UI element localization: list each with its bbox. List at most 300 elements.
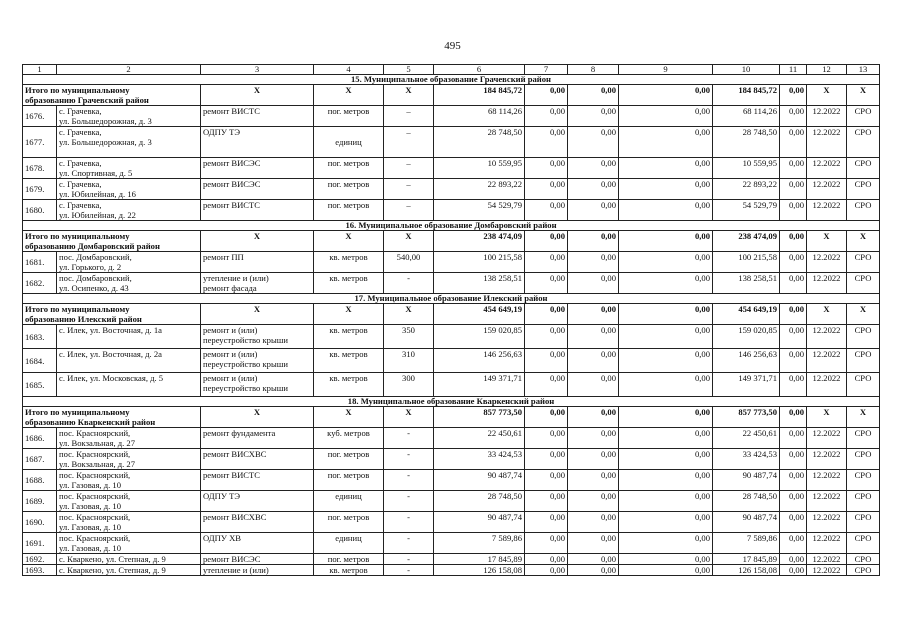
amount-cell: 0,00 <box>619 179 713 200</box>
address-line: ул. Большедорожная, д. 3 <box>59 116 152 126</box>
amount-cell: 0,00 <box>780 127 807 158</box>
amount-cell: 0,00 <box>780 449 807 470</box>
quantity-cell: 310 <box>384 349 434 373</box>
row-number: 1684. <box>23 349 57 373</box>
cost-cell: 10 559,95 <box>434 158 525 179</box>
cost-cell: 22 450,61 <box>434 428 525 449</box>
funding-cell: СРО <box>847 373 880 397</box>
section-header-row <box>23 75 880 85</box>
amount-cell: 0,00 <box>619 512 713 533</box>
total-cell: X <box>807 304 847 325</box>
total-label-line: Итого по муниципальному <box>25 304 130 314</box>
address-cell <box>57 373 201 397</box>
amount-cell: 0,00 <box>780 373 807 397</box>
work-type-line: переустройство крыши <box>203 335 288 345</box>
address-cell <box>57 470 201 491</box>
total-cell: 0,00 <box>619 231 713 252</box>
funding-cell: СРО <box>847 179 880 200</box>
amount-cell: 0,00 <box>568 565 619 576</box>
work-type-line: ремонт ВИСХВС <box>203 449 267 459</box>
work-type-cell <box>201 512 314 533</box>
row-number: 1691. <box>23 533 57 554</box>
amount-cell: 0,00 <box>619 449 713 470</box>
work-type-cell <box>201 470 314 491</box>
deadline-cell: 12.2022 <box>807 200 847 221</box>
total-cell: 0,00 <box>619 304 713 325</box>
cost-cell: 54 529,79 <box>713 200 780 221</box>
deadline-cell: 12.2022 <box>807 470 847 491</box>
address-line: ул. Газовая, д. 10 <box>59 543 121 553</box>
column-header: 2 <box>57 65 201 75</box>
total-cost: 857 773,50 <box>434 407 525 428</box>
work-type-cell <box>201 106 314 127</box>
total-cell: X <box>847 304 880 325</box>
work-type-line: ремонт ПП <box>203 252 244 262</box>
address-cell <box>57 428 201 449</box>
total-cell: 0,00 <box>780 85 807 106</box>
quantity-cell: - <box>384 554 434 565</box>
total-row <box>23 85 880 106</box>
total-cost: 454 649,19 <box>713 304 780 325</box>
total-cost: 238 474,09 <box>713 231 780 252</box>
cost-cell: 90 487,74 <box>434 470 525 491</box>
funding-cell: СРО <box>847 273 880 294</box>
cost-cell: 28 748,50 <box>713 491 780 512</box>
amount-cell: 0,00 <box>525 158 568 179</box>
cost-cell: 126 158,08 <box>434 565 525 576</box>
amount-cell: 0,00 <box>780 565 807 576</box>
amount-cell: 0,00 <box>619 491 713 512</box>
total-label-line: Итого по муниципальному <box>25 231 130 241</box>
work-type-line: ремонт фундамента <box>203 428 276 438</box>
work-type-line: утепление и (или) <box>203 565 269 575</box>
address-line: ул. Горького, д. 2 <box>59 262 122 272</box>
unit-cell: единиц <box>314 491 384 512</box>
amount-cell: 0,00 <box>619 349 713 373</box>
amount-cell: 0,00 <box>619 554 713 565</box>
total-cell: X <box>201 304 314 325</box>
cost-cell: 22 450,61 <box>713 428 780 449</box>
row-number: 1693. <box>23 565 57 576</box>
total-cell: 0,00 <box>780 407 807 428</box>
total-row <box>23 231 880 252</box>
address-line: пос. Красноярский, <box>59 428 131 438</box>
funding-cell: СРО <box>847 252 880 273</box>
amount-cell: 0,00 <box>619 373 713 397</box>
work-type-line: ОДПУ ТЭ <box>203 127 241 137</box>
address-line: ул. Газовая, д. 10 <box>59 522 121 532</box>
table-row <box>23 106 880 127</box>
cost-cell: 68 114,26 <box>434 106 525 127</box>
address-line: ул. Юбилейная, д. 16 <box>59 189 136 199</box>
unit-cell: пог. метров <box>314 470 384 491</box>
amount-cell: 0,00 <box>568 349 619 373</box>
cost-cell: 100 215,58 <box>434 252 525 273</box>
amount-cell: 0,00 <box>619 565 713 576</box>
address-line: с. Грачевка, <box>59 179 102 189</box>
address-line: пос. Красноярский, <box>59 533 131 543</box>
row-number: 1680. <box>23 200 57 221</box>
amount-cell: 0,00 <box>780 428 807 449</box>
address-line: ул. Вокзальная, д. 27 <box>59 438 136 448</box>
work-type-cell <box>201 554 314 565</box>
deadline-cell: 12.2022 <box>807 491 847 512</box>
amount-cell: 0,00 <box>619 533 713 554</box>
cost-cell: 146 256,63 <box>713 349 780 373</box>
cost-cell: 149 371,71 <box>434 373 525 397</box>
work-type-line: ОДПУ ХВ <box>203 533 242 543</box>
total-cell: X <box>314 407 384 428</box>
amount-cell: 0,00 <box>525 512 568 533</box>
deadline-cell: 12.2022 <box>807 554 847 565</box>
total-row <box>23 407 880 428</box>
address-cell <box>57 127 201 158</box>
total-cell: 0,00 <box>780 231 807 252</box>
address-cell <box>57 512 201 533</box>
address-cell <box>57 200 201 221</box>
amount-cell: 0,00 <box>568 273 619 294</box>
quantity-cell: 300 <box>384 373 434 397</box>
total-cell: X <box>201 231 314 252</box>
table-row <box>23 428 880 449</box>
funding-cell: СРО <box>847 158 880 179</box>
amount-cell: 0,00 <box>619 325 713 349</box>
funding-cell: СРО <box>847 428 880 449</box>
address-cell <box>57 252 201 273</box>
work-type-line: ремонт ВИСТС <box>203 200 261 210</box>
address-line: ул. Вокзальная, д. 27 <box>59 459 136 469</box>
total-cell: 0,00 <box>568 407 619 428</box>
address-line: пос. Красноярский, <box>59 491 131 501</box>
deadline-cell: 12.2022 <box>807 252 847 273</box>
cost-cell: 17 845,89 <box>713 554 780 565</box>
total-label-line: Итого по муниципальному <box>25 407 130 417</box>
total-label-line: Итого по муниципальному <box>25 85 130 95</box>
cost-cell: 28 748,50 <box>434 491 525 512</box>
work-type-cell <box>201 252 314 273</box>
row-number: 1683. <box>23 325 57 349</box>
amount-cell: 0,00 <box>525 491 568 512</box>
funding-cell: СРО <box>847 449 880 470</box>
total-label-line: образованию Кваркенский район <box>25 417 156 427</box>
row-number: 1686. <box>23 428 57 449</box>
address-line: ул. Осипенко, д. 43 <box>59 283 129 293</box>
address-line: с. Кваркено, ул. Степная, д. 9 <box>59 554 166 564</box>
section-title: 16. Муниципальное образование Домбаровский район <box>23 221 880 231</box>
column-header: 7 <box>525 65 568 75</box>
address-cell <box>57 158 201 179</box>
address-cell <box>57 554 201 565</box>
funding-cell: СРО <box>847 200 880 221</box>
quantity-cell: - <box>384 512 434 533</box>
amount-cell: 0,00 <box>568 179 619 200</box>
total-cell: X <box>314 85 384 106</box>
table-row <box>23 470 880 491</box>
total-cell: X <box>384 85 434 106</box>
total-cell: 0,00 <box>568 85 619 106</box>
deadline-cell: 12.2022 <box>807 533 847 554</box>
capital-repair-table <box>22 64 880 576</box>
quantity-cell: 540,00 <box>384 252 434 273</box>
amount-cell: 0,00 <box>619 273 713 294</box>
cost-cell: 7 589,86 <box>434 533 525 554</box>
row-number: 1678. <box>23 158 57 179</box>
amount-cell: 0,00 <box>619 158 713 179</box>
row-number: 1688. <box>23 470 57 491</box>
deadline-cell: 12.2022 <box>807 158 847 179</box>
total-cell: X <box>201 407 314 428</box>
address-cell <box>57 179 201 200</box>
amount-cell: 0,00 <box>525 106 568 127</box>
amount-cell: 0,00 <box>568 200 619 221</box>
cost-cell: 149 371,71 <box>713 373 780 397</box>
cost-cell: 159 020,85 <box>434 325 525 349</box>
table-row <box>23 200 880 221</box>
cost-cell: 159 020,85 <box>713 325 780 349</box>
funding-cell: СРО <box>847 491 880 512</box>
column-header: 10 <box>713 65 780 75</box>
deadline-cell: 12.2022 <box>807 512 847 533</box>
total-cell: 0,00 <box>525 85 568 106</box>
deadline-cell: 12.2022 <box>807 106 847 127</box>
section-header-row <box>23 294 880 304</box>
amount-cell: 0,00 <box>568 373 619 397</box>
work-type-cell <box>201 179 314 200</box>
column-header: 1 <box>23 65 57 75</box>
column-header: 8 <box>568 65 619 75</box>
amount-cell: 0,00 <box>568 533 619 554</box>
total-cell: X <box>384 304 434 325</box>
cost-cell: 68 114,26 <box>713 106 780 127</box>
quantity-cell: - <box>384 273 434 294</box>
amount-cell: 0,00 <box>780 491 807 512</box>
unit-cell: кв. метров <box>314 325 384 349</box>
work-type-line: ремонт ВИСЭС <box>203 554 261 564</box>
amount-cell: 0,00 <box>780 349 807 373</box>
funding-cell: СРО <box>847 533 880 554</box>
address-line: с. Илек, ул. Московская, д. 5 <box>59 373 164 383</box>
total-cell: X <box>384 407 434 428</box>
work-type-line: утепление и (или) <box>203 273 269 283</box>
amount-cell: 0,00 <box>568 491 619 512</box>
column-header: 13 <box>847 65 880 75</box>
total-label-line: образованию Домбаровский район <box>25 241 160 251</box>
amount-cell: 0,00 <box>525 428 568 449</box>
row-number: 1692. <box>23 554 57 565</box>
address-line: ул. Спортивная, д. 5 <box>59 168 133 178</box>
column-header: 3 <box>201 65 314 75</box>
total-cell: 0,00 <box>619 85 713 106</box>
cost-cell: 33 424,53 <box>713 449 780 470</box>
deadline-cell: 12.2022 <box>807 273 847 294</box>
address-line: пос. Красноярский, <box>59 449 131 459</box>
work-type-cell <box>201 491 314 512</box>
amount-cell: 0,00 <box>780 470 807 491</box>
column-header: 4 <box>314 65 384 75</box>
address-line: ул. Юбилейная, д. 22 <box>59 210 136 220</box>
column-header: 11 <box>780 65 807 75</box>
total-row <box>23 304 880 325</box>
row-number: 1682. <box>23 273 57 294</box>
unit-cell: кв. метров <box>314 565 384 576</box>
work-type-line: переустройство крыши <box>203 359 288 369</box>
row-number: 1677. <box>23 127 57 158</box>
address-cell <box>57 491 201 512</box>
work-type-cell <box>201 325 314 349</box>
address-line: с. Илек, ул. Восточная, д. 2а <box>59 349 162 359</box>
total-cost: 184 845,72 <box>713 85 780 106</box>
cost-cell: 28 748,50 <box>713 127 780 158</box>
funding-cell: СРО <box>847 127 880 158</box>
address-line: с. Грачевка, <box>59 127 102 137</box>
funding-cell: СРО <box>847 554 880 565</box>
funding-cell: СРО <box>847 470 880 491</box>
amount-cell: 0,00 <box>568 325 619 349</box>
unit-cell: единиц <box>314 127 384 158</box>
work-type-cell <box>201 533 314 554</box>
section-title: 18. Муниципальное образование Кваркенский район <box>23 397 880 407</box>
total-cell: X <box>847 231 880 252</box>
table-row <box>23 273 880 294</box>
total-cell: X <box>201 85 314 106</box>
amount-cell: 0,00 <box>525 554 568 565</box>
amount-cell: 0,00 <box>568 428 619 449</box>
cost-cell: 28 748,50 <box>434 127 525 158</box>
amount-cell: 0,00 <box>568 512 619 533</box>
total-cost: 857 773,50 <box>713 407 780 428</box>
address-line: пос. Домбаровский, <box>59 252 132 262</box>
amount-cell: 0,00 <box>525 449 568 470</box>
address-cell <box>57 449 201 470</box>
address-line: с. Грачевка, <box>59 106 102 116</box>
amount-cell: 0,00 <box>568 470 619 491</box>
amount-cell: 0,00 <box>525 533 568 554</box>
total-cost: 454 649,19 <box>434 304 525 325</box>
row-number: 1690. <box>23 512 57 533</box>
section-title: 17. Муниципальное образование Илекский район <box>23 294 880 304</box>
work-type-line: переустройство крыши <box>203 383 288 393</box>
table-row <box>23 158 880 179</box>
amount-cell: 0,00 <box>568 158 619 179</box>
amount-cell: 0,00 <box>780 325 807 349</box>
total-cost: 238 474,09 <box>434 231 525 252</box>
unit-cell: единиц <box>314 533 384 554</box>
cost-cell: 126 158,08 <box>713 565 780 576</box>
deadline-cell: 12.2022 <box>807 449 847 470</box>
column-number-header <box>23 65 880 75</box>
cost-cell: 22 893,22 <box>713 179 780 200</box>
row-number: 1689. <box>23 491 57 512</box>
address-line: пос. Красноярский, <box>59 512 131 522</box>
page-number: 495 <box>444 40 461 52</box>
work-type-line: ремонт и (или) <box>203 325 258 335</box>
cost-cell: 7 589,86 <box>713 533 780 554</box>
total-cell: 0,00 <box>619 407 713 428</box>
deadline-cell: 12.2022 <box>807 428 847 449</box>
address-line: пос. Красноярский, <box>59 470 131 480</box>
work-type-line: ремонт ВИСХВС <box>203 512 267 522</box>
total-cell: X <box>847 407 880 428</box>
total-label-line: образованию Грачевский район <box>25 95 149 105</box>
unit-cell: пог. метров <box>314 179 384 200</box>
cost-cell: 22 893,22 <box>434 179 525 200</box>
quantity-cell: - <box>384 428 434 449</box>
amount-cell: 0,00 <box>568 252 619 273</box>
total-cell: 0,00 <box>525 407 568 428</box>
unit-cell: пог. метров <box>314 449 384 470</box>
table-row <box>23 554 880 565</box>
amount-cell: 0,00 <box>780 273 807 294</box>
amount-cell: 0,00 <box>780 533 807 554</box>
cost-cell: 138 258,51 <box>713 273 780 294</box>
work-type-cell <box>201 565 314 576</box>
amount-cell: 0,00 <box>780 158 807 179</box>
work-type-cell <box>201 158 314 179</box>
total-cell: 0,00 <box>525 304 568 325</box>
address-line: с. Грачевка, <box>59 158 102 168</box>
table-row <box>23 449 880 470</box>
table-row <box>23 512 880 533</box>
work-type-cell <box>201 349 314 373</box>
funding-cell: СРО <box>847 512 880 533</box>
table-row <box>23 491 880 512</box>
quantity-cell: - <box>384 491 434 512</box>
deadline-cell: 12.2022 <box>807 565 847 576</box>
amount-cell: 0,00 <box>780 179 807 200</box>
total-cell: X <box>807 231 847 252</box>
work-type-line: ремонт и (или) <box>203 373 258 383</box>
row-number: 1679. <box>23 179 57 200</box>
quantity-cell: - <box>384 533 434 554</box>
quantity-cell: – <box>384 158 434 179</box>
total-label-line: образованию Илекский район <box>25 314 142 324</box>
funding-cell: СРО <box>847 565 880 576</box>
quantity-cell: - <box>384 470 434 491</box>
quantity-cell: - <box>384 449 434 470</box>
total-cell: X <box>384 231 434 252</box>
table-row <box>23 325 880 349</box>
address-cell <box>57 325 201 349</box>
address-line: ул. Газовая, д. 10 <box>59 501 121 511</box>
unit-cell: кв. метров <box>314 373 384 397</box>
table-row <box>23 179 880 200</box>
amount-cell: 0,00 <box>619 127 713 158</box>
amount-cell: 0,00 <box>525 373 568 397</box>
unit-cell: кв. метров <box>314 273 384 294</box>
work-type-line: ремонт и (или) <box>203 349 258 359</box>
amount-cell: 0,00 <box>568 449 619 470</box>
address-cell <box>57 533 201 554</box>
amount-cell: 0,00 <box>780 200 807 221</box>
work-type-line: ОДПУ ТЭ <box>203 491 241 501</box>
total-label <box>23 304 201 325</box>
column-header: 5 <box>384 65 434 75</box>
amount-cell: 0,00 <box>619 428 713 449</box>
deadline-cell: 12.2022 <box>807 373 847 397</box>
total-label <box>23 231 201 252</box>
cost-cell: 90 487,74 <box>434 512 525 533</box>
unit-cell: пог. метров <box>314 554 384 565</box>
work-type-cell <box>201 373 314 397</box>
section-header-row <box>23 397 880 407</box>
total-cell: X <box>314 231 384 252</box>
row-number: 1687. <box>23 449 57 470</box>
row-number: 1676. <box>23 106 57 127</box>
amount-cell: 0,00 <box>568 554 619 565</box>
total-cost: 184 845,72 <box>434 85 525 106</box>
amount-cell: 0,00 <box>525 349 568 373</box>
unit-cell: пог. метров <box>314 158 384 179</box>
